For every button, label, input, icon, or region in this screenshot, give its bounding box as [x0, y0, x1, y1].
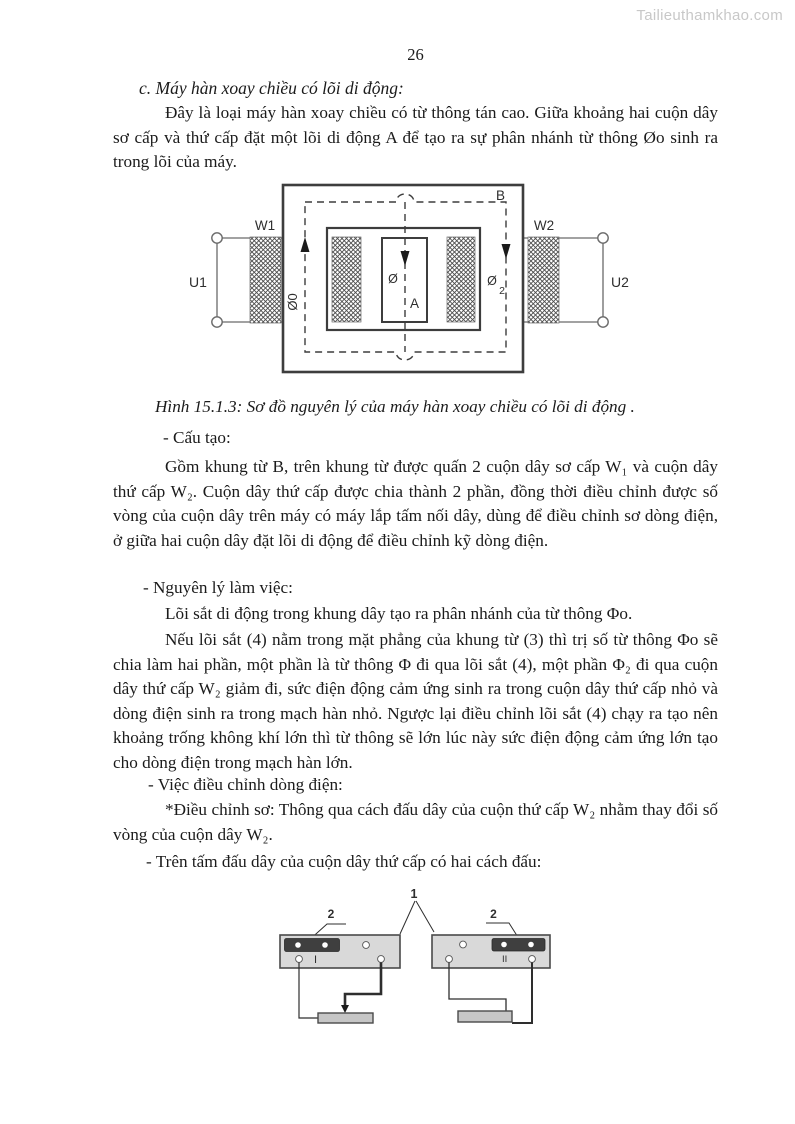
callout-2-left-label: 2 [327, 907, 335, 921]
coil-w2 [528, 237, 559, 323]
left-bar-dot-2 [322, 942, 328, 948]
paragraph-nguyen-ly-2: Nếu lõi sắt (4) nằm trong mặt phẳng của khung từ (3) thì trị số từ thông Φo sẽ chia làm hai phần, một phần là từ thông Φ đi qua lõi sắt (4), một phần Φ₂ đi qua cuộn dây thứ cấp W₂ giảm đi, sức điện động cảm ứng sinh ra trong cuộn dây thứ cấp nhỏ và dòng điện sinh ra trong mạch hàn nhỏ. Ngược lại điều chỉnh lõi sắt (4) chạy ra tạo nên khoảng trống không khí lớn thì từ thông sẽ lớn lúc này sức điện động cảm ứng lớn tạo cho dòng điện trong mạch hàn lớn. [113, 630, 718, 772]
right-bar-dot-1 [501, 942, 507, 948]
mode-ii-label: II [502, 954, 508, 965]
right-hole-top-left [460, 941, 467, 948]
flux0-arrow-up [301, 237, 310, 252]
paragraph-nguyen-ly-1: Lõi sắt di động trong khung dây tạo ra phân nhánh của từ thông Φo. [165, 604, 633, 623]
right-wire-left [449, 963, 506, 1012]
paragraph-dieu-chinh: *Điều chỉnh sơ: Thông qua cách đấu dây của cuộn thứ cấp W₂ nhằm thay đổi số vòng của cuộn dây W₂. [113, 800, 718, 844]
terminal-u1-top [212, 233, 222, 243]
left-link-bar [285, 939, 340, 952]
callout-1-label: 1 [410, 887, 418, 901]
inner-coil-left [332, 237, 361, 322]
section-tam-dau: - Trên tấm đấu dây của cuộn dây thứ cấp có hai cách đấu: [146, 852, 542, 871]
section-heading: c. Máy hàn xoay chiều có lõi di động: [139, 78, 404, 98]
flux-core-label: Ø [388, 272, 398, 286]
section-cau-tao: - Cấu tạo: [163, 428, 231, 447]
figure-caption: Hình 15.1.3: Sơ đồ nguyên lý của máy hàn xoay chiều có lõi di động . [155, 397, 635, 416]
section-nguyen-ly: - Nguyên lý làm việc: [143, 578, 293, 597]
inner-coil-right [447, 237, 475, 322]
left-bar-dot-1 [295, 942, 301, 948]
flux0-label: Ø0 [285, 293, 300, 311]
right-bar-dot-2 [528, 942, 534, 948]
left-wire-thin [299, 963, 318, 1019]
u2-label: U2 [611, 274, 629, 290]
left-hole-bottom-left [296, 956, 303, 963]
paragraph-cau-tao: Gồm khung từ B, trên khung từ được quấn 2 cuộn dây sơ cấp W₁ và cuộn dây thứ cấp W₂. Cuộn dây thứ cấp được chia thành 2 phần, đồng thời điều chỉnh được số vòng của cuộn dây trên máy có máy lắp tấm nối dây, dùng để điều chỉnh sơ dòng điện, ở giữa hai cuộn dây đặt lõi di động để điều chỉnh kỹ dòng điện. [113, 457, 718, 550]
left-electrode-bar [318, 1013, 373, 1023]
right-hole-bottom-right [529, 956, 536, 963]
terminal-u2-top [598, 233, 608, 243]
core-a-label: A [409, 296, 420, 311]
terminal-u1-bottom [212, 317, 222, 327]
paragraph-intro: Đây là loại máy hàn xoay chiều có từ thông tán cao. Giữa khoảng hai cuộn dây sơ cấp và thứ cấp đặt một lõi di động A để tạo ra sự phân nhánh từ thông Øo sinh ra trong lõi của máy. [113, 103, 718, 171]
mode-i-label: I [314, 954, 318, 966]
callout-2-right-label: 2 [490, 907, 497, 921]
w1-label: W1 [254, 218, 276, 233]
left-wire-thick [345, 963, 381, 1008]
right-hole-bottom-left [446, 956, 453, 963]
left-hole-top-right [363, 942, 370, 949]
u1-label: U1 [189, 274, 207, 290]
page-number: 26 [407, 45, 424, 64]
right-link-bar [492, 939, 545, 952]
terminal-u2-bottom [598, 317, 608, 327]
figure-transformer-diagram [180, 180, 640, 380]
flux2-sub-label: 2 [499, 285, 505, 297]
flux2-arrow-down [502, 244, 511, 259]
left-hole-bottom-right [378, 956, 385, 963]
w2-label: W2 [533, 218, 555, 233]
coil-w1 [250, 237, 281, 323]
watermark-text: Tailieuthamkhao.com [636, 7, 783, 24]
frame-b-label: B [496, 188, 506, 203]
flux2-label: Ø [487, 274, 497, 288]
callout-1-leader [400, 901, 434, 934]
right-wire-right [512, 963, 532, 1024]
left-wire-arrow [341, 1005, 349, 1013]
section-dieu-chinh: - Việc điều chỉnh dòng điện: [148, 775, 343, 794]
right-electrode-bar [458, 1011, 512, 1022]
figure-terminal-boards-diagram [250, 880, 580, 1040]
